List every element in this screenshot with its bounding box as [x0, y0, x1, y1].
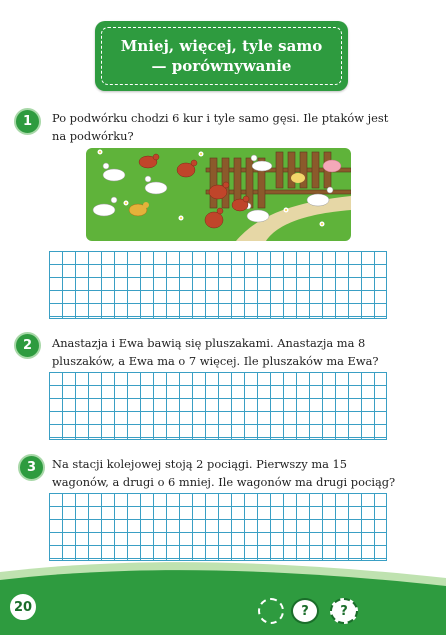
- farmyard-image: [86, 148, 351, 241]
- page-number: 20: [8, 592, 38, 622]
- task-3-answer-grid[interactable]: [49, 493, 387, 561]
- title-line-2: — porównywanie: [151, 57, 292, 75]
- task-3-text: Na stacji kolejowej stoją 2 pociągi. Pierwszy ma 15 wagonów, a drugi o 6 mniej. Ile wagonów ma drugi pociąg?: [52, 457, 396, 489]
- question-mark-dashed-icon: ?: [330, 598, 358, 624]
- farmyard-illustration: [86, 148, 351, 241]
- dashed-circle-icon: [258, 598, 284, 624]
- task-1-text: Po podwórku chodzi 6 kur i tyle samo gęsi. Ile ptaków jest na podwórku?: [52, 111, 389, 143]
- task-1-answer-grid[interactable]: [49, 251, 387, 319]
- task-2-number: 2: [14, 332, 41, 359]
- task-3-number: 3: [18, 454, 45, 481]
- task-2-answer-grid[interactable]: [49, 372, 387, 440]
- title-line-1: Mniej, więcej, tyle samo: [120, 37, 323, 55]
- footer-wave: [0, 560, 446, 635]
- task-1-number: 1: [14, 108, 41, 135]
- title-frame: [101, 27, 342, 85]
- lesson-title-banner: [95, 21, 348, 91]
- question-mark-icon: ?: [291, 598, 319, 624]
- task-2-text: Anastazja i Ewa bawią się pluszakami. Anastazja ma 8 pluszaków, a Ewa ma o 7 więcej. Ile pluszaków ma Ewa?: [52, 336, 379, 368]
